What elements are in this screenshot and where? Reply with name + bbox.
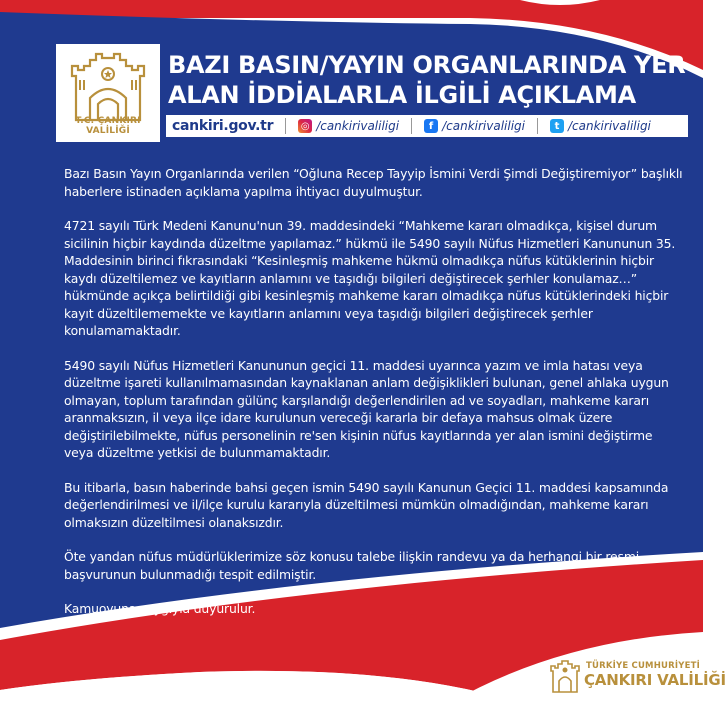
instagram-handle: /cankirivaliligi	[316, 119, 400, 133]
castle-crest-icon	[68, 50, 148, 124]
facebook-icon: f	[424, 119, 438, 133]
announcement-body	[64, 165, 684, 635]
divider	[537, 118, 538, 134]
twitter-handle: /cankirivaliligi	[568, 119, 651, 133]
twitter-link[interactable]	[550, 119, 651, 133]
twitter-icon: t	[550, 119, 564, 133]
footer-line-1: TÜRKİYE CUMHURİYETİ	[586, 661, 700, 671]
paragraph-4: Bu itibarla, basın haberinde bahsi geçen ismin 5490 sayılı Kanunun Geçici 11. maddesi kapsamında değerlendirilmesi ve il/ilçe kurulu kararıyla düzeltilmesi mümkün olmadığından, mahkeme kararı olmaksızın düzeltilmesi olanaksızdır.	[64, 479, 669, 530]
divider	[285, 118, 286, 134]
title-line-2: ALAN İDDİALARLA İLGİLİ AÇIKLAMA	[168, 81, 636, 109]
footer-line-2: ÇANKIRI VALİLİĞİ	[584, 671, 726, 689]
website-link[interactable]: cankiri.gov.tr	[172, 118, 274, 134]
paragraph-1: Bazı Basın Yayın Organlarında verilen “Oğluna Recep Tayyip İsmini Verdi Şimdi Değiştiremiyor” başlıklı haberlere istinaden açıklama yapılma ihtiyacı duyulmuştur.	[64, 166, 683, 199]
footer-castle-icon	[550, 659, 580, 693]
paragraph-5: Öte yandan nüfus müdürlüklerimize söz konusu talebe ilişkin randevu ya da herhangi bir resmi başvurunun bulunmadığı tespit edilmiştir.	[64, 549, 640, 582]
paragraph-3: 5490 sayılı Nüfus Hizmetleri Kanununun geçici 11. maddesi uyarınca yazım ve imla hatası veya düzeltme işareti kullanılmamasından kaynaklanan anlam değişiklikleri bulunan, genel ahlaka uygun olmayan, toplum tarafından gülünç karşılandığı değerlendirilen ad ve soyadları, mahkeme kararı aranmaksızın, il veya ilçe idare kurulunun vereceği kararla bir defaya mahsus olmak üzere değiştirilebilmekte, nüfus personelinin re'sen kişinin nüfus kayıtlarında yer alan ismini değiştirme veya düzeltme yetkisi de bulunmamaktadır.	[64, 357, 669, 460]
facebook-handle: /cankirivaliligi	[442, 119, 525, 133]
footer-brand	[550, 657, 726, 697]
instagram-icon: ◎	[298, 119, 312, 133]
facebook-link[interactable]	[424, 119, 525, 133]
paragraph-2: 4721 sayılı Türk Medeni Kanunu'nun 39. maddesindeki “Mahkeme kararı olmadıkça, kişisel durum sicilinin hiçbir kaydında düzeltme yapılamaz.” hükmü ile 5490 sayılı Nüfus Hizmetleri Kanununun 35. Maddesinin birinci fıkrasındaki “Kesinleşmiş mahkeme hükmü olmadıkça nüfus kütüklerinin hiçbir kaydı düzeltilemez ve kayıtların anlamını ve taşıdığı bilgileri değiştirecek şerhler konulamaz…” hükmünde açıkça belirtildiği gibi kesinleşmiş mahkeme kararı olmadıkça nüfus kütüklerindeki hiçbir kayıt düzeltilememekte ve kayıtların anlamını veya taşıdığı bilgileri değiştirecek şerhler konulamamaktadır.	[64, 218, 676, 338]
governorship-logo	[56, 44, 160, 142]
instagram-link[interactable]	[298, 119, 399, 133]
logo-caption: T.C. ÇANKIRI VALİLİĞİ	[75, 116, 141, 136]
social-bar	[166, 115, 688, 137]
paragraph-6: Kamuoyuna saygıyla duyurulur.	[64, 601, 256, 616]
page-title	[168, 50, 688, 110]
divider	[411, 118, 412, 134]
title-line-1: BAZI BASIN/YAYIN ORGANLARINDA YER	[168, 51, 686, 79]
